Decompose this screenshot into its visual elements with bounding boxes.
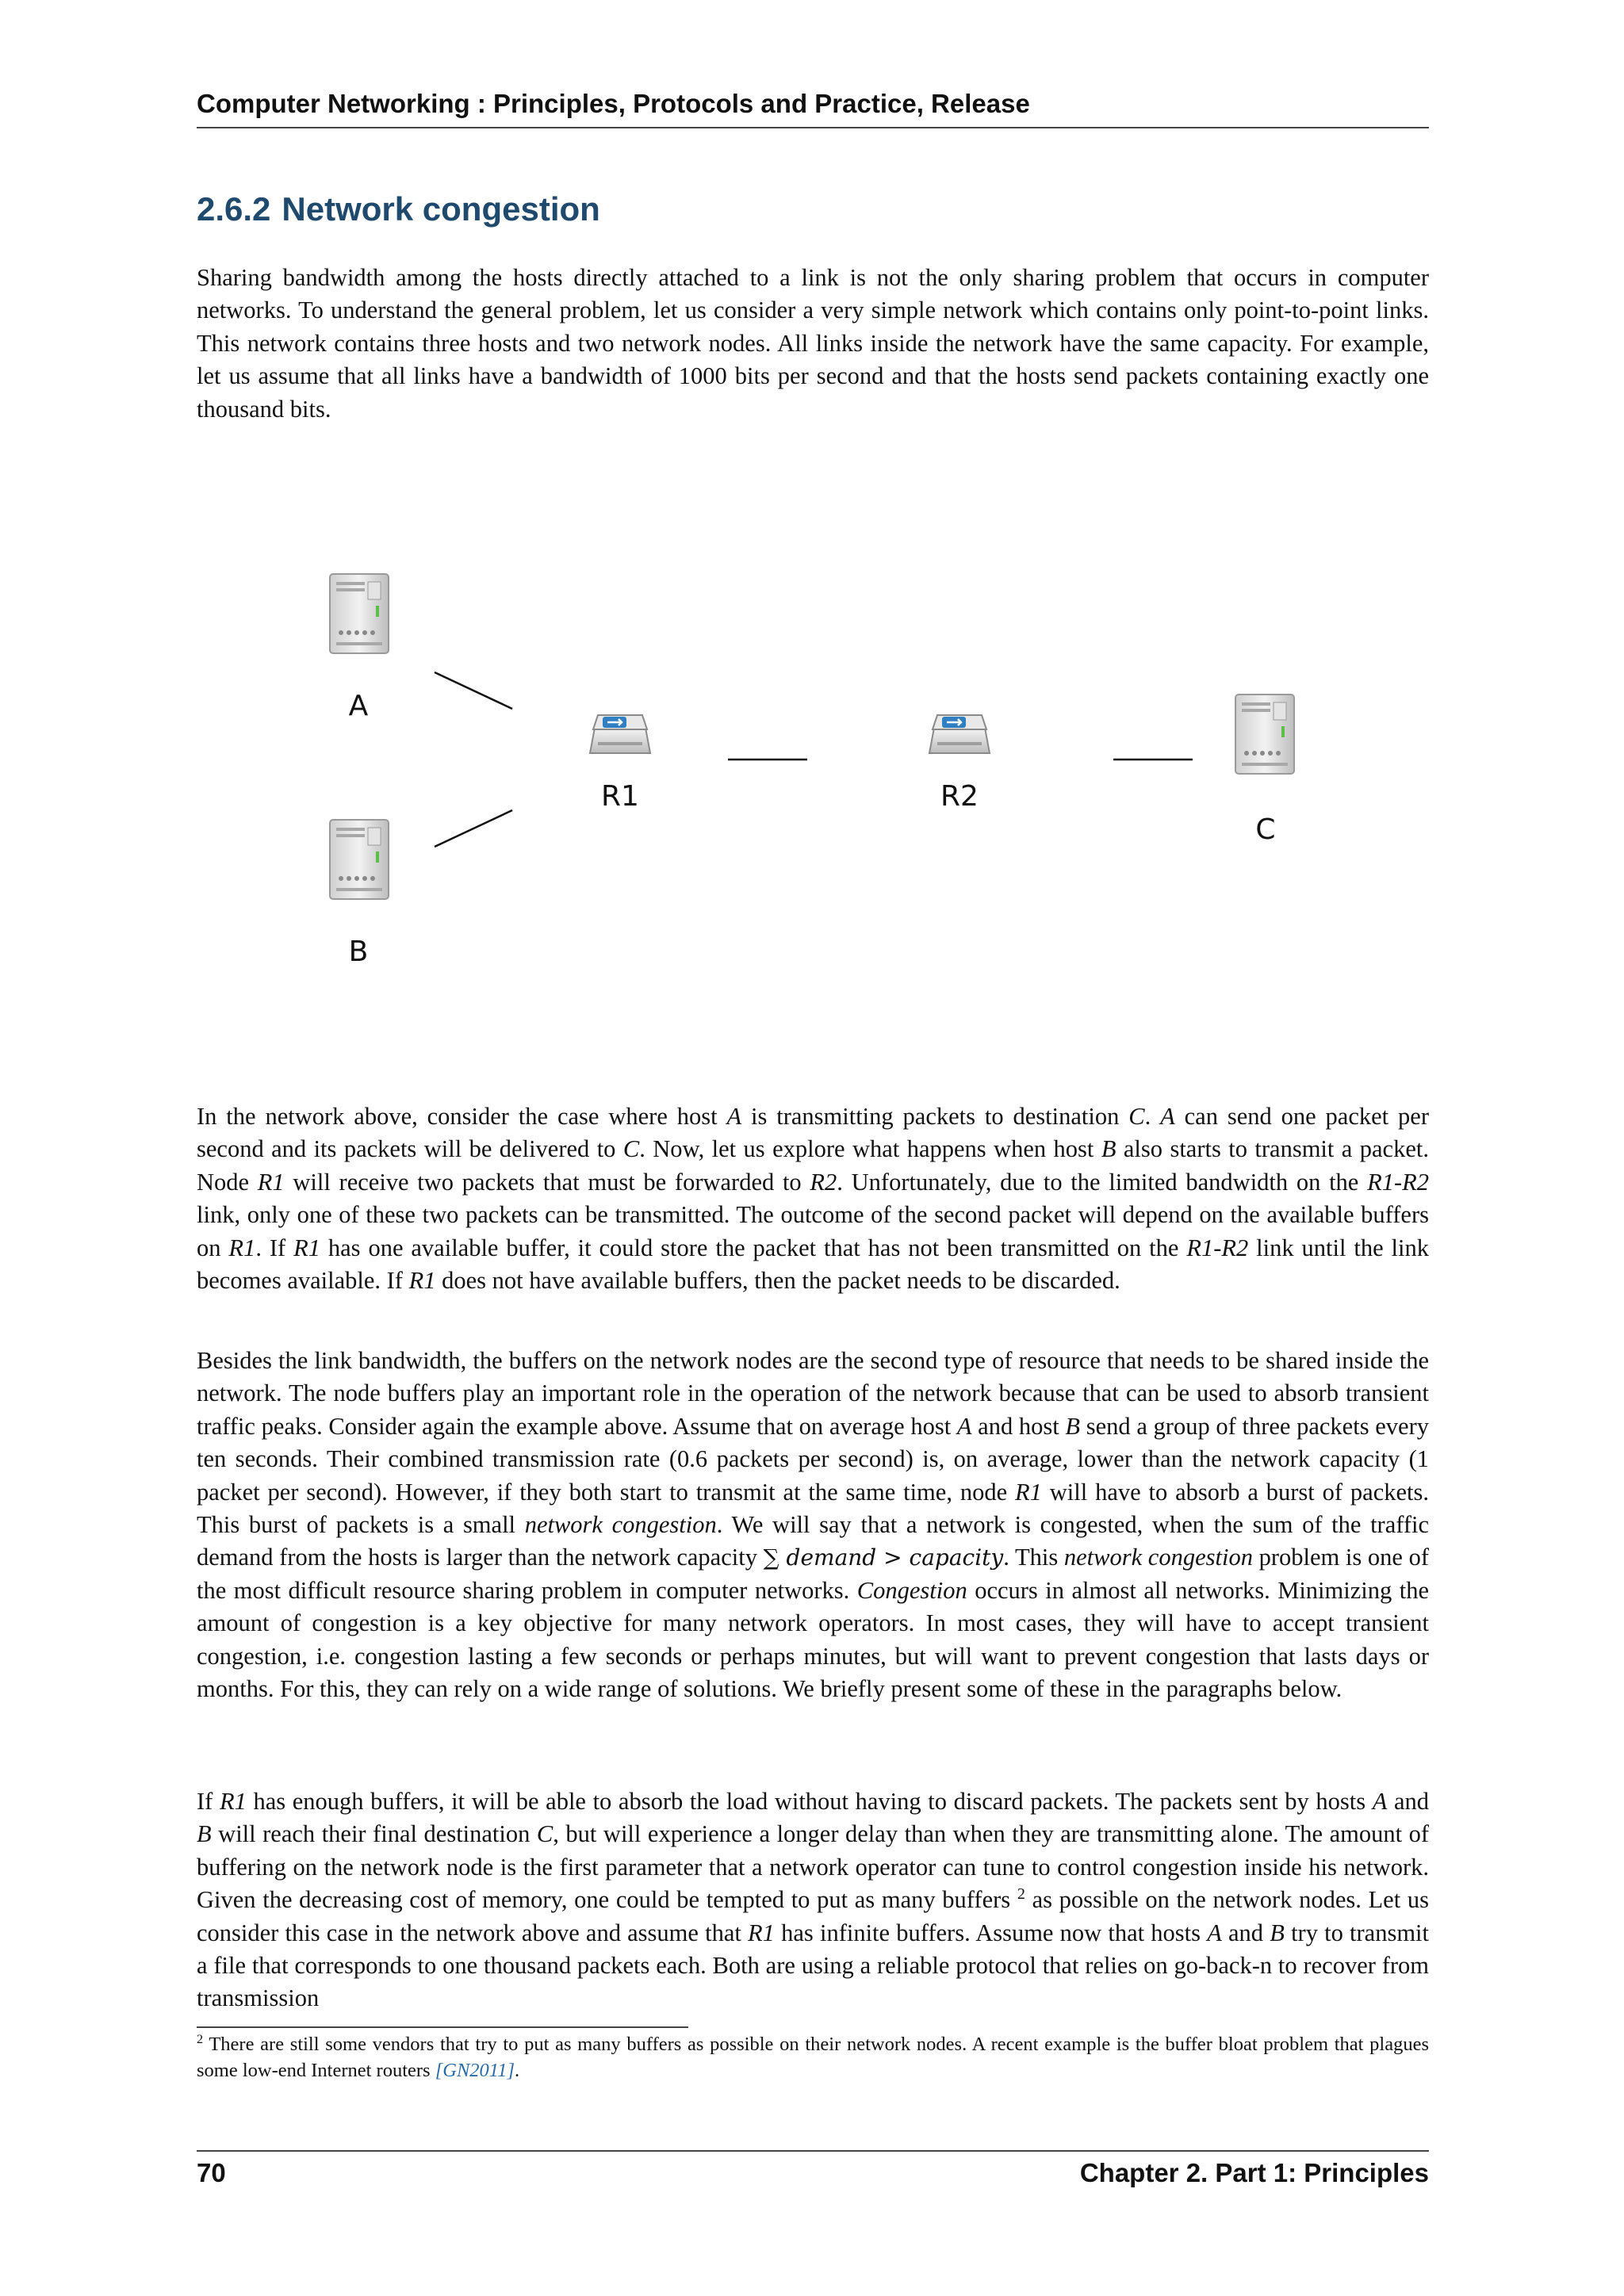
footnote-mark: 2 xyxy=(197,2033,204,2047)
citation-link-gn2011[interactable]: [GN2011] xyxy=(435,2060,515,2081)
link-a-r1 xyxy=(435,672,512,709)
server-icon xyxy=(330,574,389,653)
page-number: 70 xyxy=(197,2158,226,2187)
page-footer xyxy=(197,2158,1429,2188)
paragraph-4: If R1 has enough buffers, it will be able to absorb the load without having to discard packets. The packets sent by hosts A and B will reach their final destination C, but will experience a longer delay than when they are transmitting alone. The amount of buffering on the network node is the first parameter that a network operator can tune to control congestion inside his network. Given the decreasing cost of memory, one could be tempted to put as many buffers $^2$ as possible on the network nodes. Let us consider this case in the network above and assume that R1 has infinite buffers. Assume now that hosts A and B try to transmit a file that corresponds to one thousand packets each. Both are using a reliable protocol that relies on go-back-n to recover from transmission xyxy=(197,1788,1430,2012)
link-b-r1 xyxy=(435,810,512,847)
math-demand-capacity: ∑ demand > capacity xyxy=(763,1544,1004,1571)
server-icon xyxy=(1235,695,1294,774)
paragraph-1: Sharing bandwidth among the hosts directly attached to a link is not the only sharing problem that occurs in computer networks. To understand the general problem, let us consider a very simple network which contains only point-to-point links. This network contains three hosts and two network nodes. All links inside the network have the same capacity. For example, let us assume that all links have a bandwidth of 1000 bits per second and that the hosts send packets containing exactly one thousand bits. xyxy=(197,264,1429,423)
router-icon xyxy=(929,715,990,753)
section-title: Network congestion xyxy=(282,190,600,228)
section-heading xyxy=(197,190,600,228)
header-rule xyxy=(197,127,1429,128)
footer-rule xyxy=(197,2150,1429,2152)
footnote-ref-mark[interactable]: 2 xyxy=(1017,1885,1025,1904)
network-diagram xyxy=(197,507,1429,1078)
label-host-a: A xyxy=(348,690,369,722)
label-router-r1: R1 xyxy=(601,780,639,813)
footnote-text: There are still some vendors that try to put as many buffers as possible on their network nodes. A recent example is the buffer bloat problem that plagues some low-end Internet routers xyxy=(197,2034,1429,2081)
label-router-r2: R2 xyxy=(940,780,979,813)
section-number: 2.6.2 xyxy=(197,190,271,228)
footnote: $^2$ There are still some vendors that try to put as many buffers as possible on their network nodes. A recent example is the buffer bloat problem that plagues some low-end Internet routers [GN2011]. xyxy=(197,2033,1429,2081)
server-icon xyxy=(330,820,389,899)
page xyxy=(197,0,1429,2296)
footnote-rule xyxy=(197,2026,688,2028)
label-host-b: B xyxy=(348,936,369,968)
paragraph-3: Besides the link bandwidth, the buffers on the network nodes are the second type of resource that needs to be shared inside the network. The node buffers play an important role in the operation of the network because that can be used to absorb transient traffic peaks. Consider again the example above. Assume that on average host A and host B send a group of three packets every ten seconds. Their combined transmission rate (0.6 packets per second) is, on average, lower than the network capacity (1 packet per second). However, if they both start to transmit at the same time, node R1 will have to absorb a burst of packets. This burst of packets is a small network congestion. We will say that a network is congested, when the sum of the traffic demand from the hosts is larger than the network capacity ∑ demand > capacity. This network congestion problem is one of the most difficult resource sharing problem in computer networks. Congestion occurs in almost all networks. Minimizing the amount of congestion is a key objective for many network operators. In most cases, they will have to accept transient congestion, i.e. congestion lasting a few seconds or perhaps minutes, but will want to prevent congestion that lasts days or months. For this, they can rely on a wide range of solutions. We briefly present some of these in the paragraphs below. xyxy=(197,1347,1430,1703)
label-host-c: C xyxy=(1255,813,1276,846)
router-icon xyxy=(590,715,650,753)
network-diagram-svg xyxy=(197,507,1429,1078)
running-header: Computer Networking : Principles, Protocols and Practice, Release xyxy=(197,89,1030,118)
chapter-title: Chapter 2. Part 1: Principles xyxy=(1079,2158,1429,2187)
paragraph-2: In the network above, consider the case where host A is transmitting packets to destination C. A can send one packet per second and its packets will be delivered to C. Now, let us explore what happens when host B also starts to transmit a packet. Node R1 will receive two packets that must be forwarded to R2. Unfortunately, due to the limited bandwidth on the R1-R2 link, only one of these two packets can be transmitted. The outcome of the second packet will depend on the available buffers on R1. If R1 has one available buffer, it could store the packet that has not been transmitted on the R1-R2 link until the link becomes available. If R1 does not have available buffers, then the packet needs to be discarded. xyxy=(197,1103,1429,1295)
